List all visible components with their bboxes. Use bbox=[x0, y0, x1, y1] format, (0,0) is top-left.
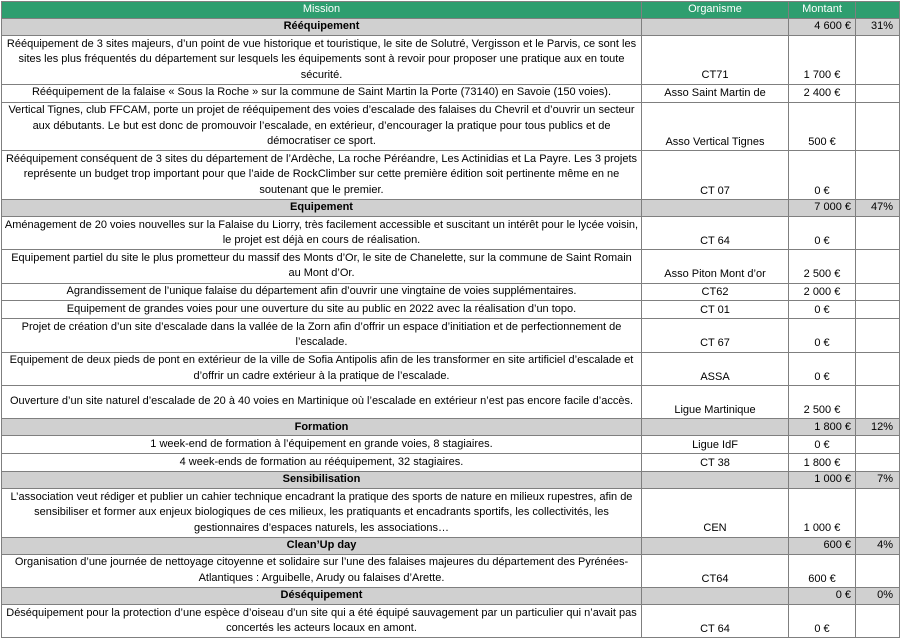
section-percent: 7% bbox=[856, 472, 900, 489]
table-row bbox=[2, 102, 900, 151]
section-row bbox=[2, 199, 900, 216]
montant-cell: 1 700 € bbox=[789, 36, 856, 85]
mission-cell: Equipement de deux pieds de pont en extérieur de la ville de Sofia Antipolis afin de les transformer en site artificiel d’escalade et d’offrir un cadre extérieur à la pratique de l’escalade. bbox=[2, 352, 642, 385]
section-percent: 47% bbox=[856, 199, 900, 216]
section-amount: 7 000 € bbox=[789, 199, 856, 216]
montant-cell: 1 800 € bbox=[789, 454, 856, 472]
blank-cell bbox=[856, 216, 900, 249]
organisme-cell: CT71 bbox=[642, 36, 789, 85]
budget-table bbox=[1, 1, 900, 638]
table-row bbox=[2, 604, 900, 637]
blank-cell bbox=[856, 385, 900, 418]
blank-cell bbox=[856, 554, 900, 587]
mission-cell: Rééquipement conséquent de 3 sites du département de l’Ardèche, La roche Péréandre, Les Actinidias et La Payre. Les 3 projets représente un budget trop important pour que l’aide de RockClimber sur cette première édition soit pertinente même en ne soutenant que le premier. bbox=[2, 151, 642, 200]
section-org-blank bbox=[642, 199, 789, 216]
blank-cell bbox=[856, 301, 900, 319]
section-title: Equipement bbox=[2, 199, 642, 216]
table-row bbox=[2, 385, 900, 418]
header-row bbox=[2, 2, 900, 19]
mission-cell: Agrandissement de l’unique falaise du département afin d’ouvrir une vingtaine de voies supplémentaires. bbox=[2, 283, 642, 301]
montant-cell: 0 € bbox=[789, 436, 856, 454]
table-row bbox=[2, 554, 900, 587]
table-body bbox=[2, 19, 900, 638]
blank-cell bbox=[856, 151, 900, 200]
table-row bbox=[2, 454, 900, 472]
mission-cell: Organisation d’une journée de nettoyage citoyenne et solidaire sur l’une des falaises majeures du département des Pyrénées-Atlantiques : Arguibelle, Arudy ou falaises d’Arette. bbox=[2, 554, 642, 587]
section-row bbox=[2, 419, 900, 436]
section-amount: 600 € bbox=[789, 537, 856, 554]
organisme-cell: Ligue Martinique bbox=[642, 385, 789, 418]
section-percent: 12% bbox=[856, 419, 900, 436]
blank-cell bbox=[856, 102, 900, 151]
organisme-cell: CT62 bbox=[642, 283, 789, 301]
mission-cell: Rééquipement de 3 sites majeurs, d’un point de vue historique et touristique, le site de Solutré, Vergisson et le Parvis, ce sont les sites les plus fréquentés du département sur lesquels les équipements sont à revoir pour proposer une pratique aux en toute sécurité. bbox=[2, 36, 642, 85]
table-row bbox=[2, 283, 900, 301]
section-title: Rééquipement bbox=[2, 19, 642, 36]
section-amount: 0 € bbox=[789, 587, 856, 604]
montant-cell: 0 € bbox=[789, 319, 856, 352]
table-row bbox=[2, 216, 900, 249]
organisme-cell: Asso Vertical Tignes bbox=[642, 102, 789, 151]
mission-cell: Aménagement de 20 voies nouvelles sur la Falaise du Liorry, très facilement accessible et suscitant un intérêt pour le lycée voisin, le projet est déjà en cours de réalisation. bbox=[2, 216, 642, 249]
section-percent: 0% bbox=[856, 587, 900, 604]
section-row bbox=[2, 19, 900, 36]
table-row bbox=[2, 250, 900, 283]
blank-cell bbox=[856, 489, 900, 538]
organisme-cell: CT 07 bbox=[642, 151, 789, 200]
montant-cell: 2 000 € bbox=[789, 283, 856, 301]
table-row bbox=[2, 151, 900, 200]
organisme-cell: CT 64 bbox=[642, 216, 789, 249]
montant-cell: 2 400 € bbox=[789, 84, 856, 102]
blank-cell bbox=[856, 436, 900, 454]
blank-cell bbox=[856, 283, 900, 301]
blank-cell bbox=[856, 84, 900, 102]
blank-cell bbox=[856, 604, 900, 637]
section-title: Déséquipement bbox=[2, 587, 642, 604]
section-title: Sensibilisation bbox=[2, 472, 642, 489]
organisme-cell: Asso Piton Mont d’or bbox=[642, 250, 789, 283]
section-org-blank bbox=[642, 472, 789, 489]
mission-cell: L’association veut rédiger et publier un cahier technique encadrant la pratique des sports de nature en milieux rupestres, afin de sensibiliser et former aux enjeux biologiques de ces milieux, les pratiquants et encadrants sportifs, les collectivités, les gestionnaires d’espaces naturels, les associations… bbox=[2, 489, 642, 538]
organisme-cell: Asso Saint Martin de bbox=[642, 84, 789, 102]
section-row bbox=[2, 587, 900, 604]
montant-cell: 500 € bbox=[789, 102, 856, 151]
organisme-cell: Ligue IdF bbox=[642, 436, 789, 454]
header-mission: Mission bbox=[2, 2, 642, 19]
montant-cell: 2 500 € bbox=[789, 385, 856, 418]
header-blank bbox=[856, 2, 900, 19]
section-org-blank bbox=[642, 19, 789, 36]
table-row bbox=[2, 301, 900, 319]
blank-cell bbox=[856, 319, 900, 352]
mission-cell: 4 week-ends de formation au rééquipement, 32 stagiaires. bbox=[2, 454, 642, 472]
mission-cell: Vertical Tignes, club FFCAM, porte un projet de rééquipement des voies d’escalade des falaises du Chevril et d’ouvrir un secteur aux débutants. Le but est donc de promouvoir l’escalade, en extérieur, d’encourager la pratique pour tous publics et de démocratiser ce sport. bbox=[2, 102, 642, 151]
section-row bbox=[2, 537, 900, 554]
mission-cell: 1 week-end de formation à l’équipement en grande voies, 8 stagiaires. bbox=[2, 436, 642, 454]
table-row bbox=[2, 352, 900, 385]
montant-cell: 0 € bbox=[789, 216, 856, 249]
section-amount: 1 800 € bbox=[789, 419, 856, 436]
table-row bbox=[2, 319, 900, 352]
organisme-cell: CT 64 bbox=[642, 604, 789, 637]
organisme-cell: CEN bbox=[642, 489, 789, 538]
mission-cell: Ouverture d’un site naturel d’escalade de 20 à 40 voies en Martinique où l’escalade en extérieur n’est pas encore facile d’accès. bbox=[2, 385, 642, 418]
montant-cell: 0 € bbox=[789, 352, 856, 385]
organisme-cell: CT 38 bbox=[642, 454, 789, 472]
mission-cell: Déséquipement pour la protection d’une espèce d’oiseau d’un site qui a été équipé sauvagement par un particulier qui n’avait pas concertés les acteurs locaux en amont. bbox=[2, 604, 642, 637]
section-org-blank bbox=[642, 587, 789, 604]
organisme-cell: CT 67 bbox=[642, 319, 789, 352]
table-row bbox=[2, 84, 900, 102]
blank-cell bbox=[856, 36, 900, 85]
montant-cell: 1 000 € bbox=[789, 489, 856, 538]
mission-cell: Equipement de grandes voies pour une ouverture du site au public en 2022 avec la réalisation d’un topo. bbox=[2, 301, 642, 319]
header-organisme: Organisme bbox=[642, 2, 789, 19]
blank-cell bbox=[856, 454, 900, 472]
blank-cell bbox=[856, 352, 900, 385]
section-percent: 4% bbox=[856, 537, 900, 554]
header-montant: Montant bbox=[789, 2, 856, 19]
montant-cell: 600 € bbox=[789, 554, 856, 587]
table-row bbox=[2, 36, 900, 85]
organisme-cell: CT 01 bbox=[642, 301, 789, 319]
section-org-blank bbox=[642, 419, 789, 436]
organisme-cell: CT64 bbox=[642, 554, 789, 587]
section-amount: 1 000 € bbox=[789, 472, 856, 489]
organisme-cell: ASSA bbox=[642, 352, 789, 385]
blank-cell bbox=[856, 250, 900, 283]
section-percent: 31% bbox=[856, 19, 900, 36]
montant-cell: 0 € bbox=[789, 151, 856, 200]
section-title: Clean’Up day bbox=[2, 537, 642, 554]
section-amount: 4 600 € bbox=[789, 19, 856, 36]
montant-cell: 0 € bbox=[789, 604, 856, 637]
montant-cell: 0 € bbox=[789, 301, 856, 319]
montant-cell: 2 500 € bbox=[789, 250, 856, 283]
section-org-blank bbox=[642, 537, 789, 554]
mission-cell: Rééquipement de la falaise « Sous la Roche » sur la commune de Saint Martin la Porte (73140) en Savoie (150 voies). bbox=[2, 84, 642, 102]
section-title: Formation bbox=[2, 419, 642, 436]
section-row bbox=[2, 472, 900, 489]
mission-cell: Projet de création d’un site d’escalade dans la vallée de la Zorn afin d’offrir un espace d’initiation et de perfectionnement de l’escalade. bbox=[2, 319, 642, 352]
mission-cell: Equipement partiel du site le plus prometteur du massif des Monts d’Or, le site de Chanelette, sur la commune de Saint Romain au Mont d’Or. bbox=[2, 250, 642, 283]
table-row bbox=[2, 489, 900, 538]
table-row bbox=[2, 436, 900, 454]
